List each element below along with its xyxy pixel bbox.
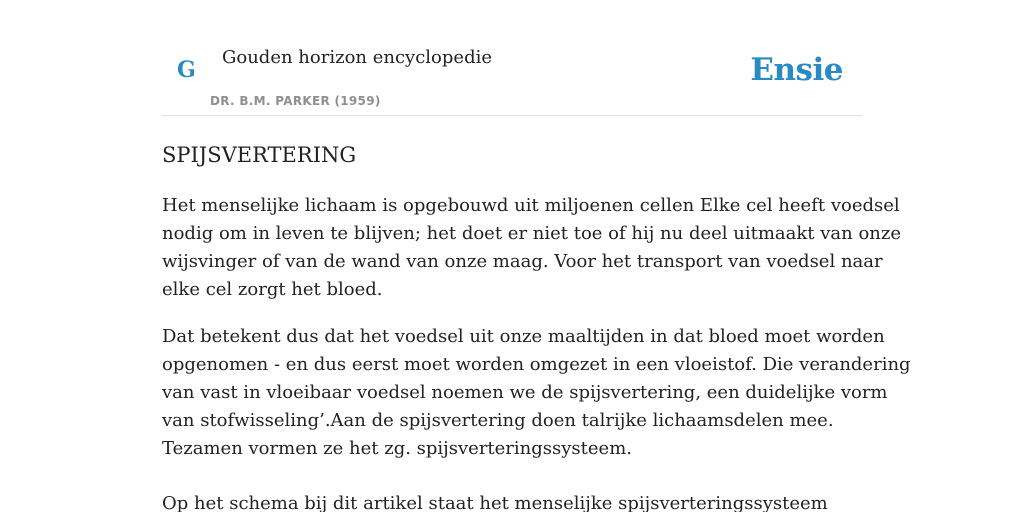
book-title[interactable]: Gouden horizon encyclopedie [222, 47, 492, 68]
paragraph-line: opgenomen - en dus eerst moet worden omgezet in een vloeistof. Die verandering [162, 354, 911, 375]
paragraph-line: Tezamen vormen ze het zg. spijsverteringssysteem. [162, 438, 632, 459]
paragraph-line: van vast in vloeibaar voedsel noemen we de spijsvertering, een duidelijke vorm [162, 382, 888, 403]
article-paragraph [162, 323, 911, 463]
article-paragraph [162, 192, 902, 304]
book-author: DR. B.M. PARKER (1959) [210, 94, 381, 108]
page-container [162, 0, 911, 512]
ensie-logo[interactable]: Ensie [750, 52, 843, 88]
paragraph-line: Op het schema bij dit artikel staat het menselijke spijsverteringssysteem [162, 493, 828, 512]
paragraph-line: van stofwisseling’.Aan de spijsvertering doen talrijke lichaamsdelen mee. [162, 410, 834, 431]
article-paragraph [162, 490, 862, 512]
paragraph-line: Dat betekent dus dat het voedsel uit onze maaltijden in dat bloed moet worden [162, 326, 885, 347]
paragraph-line: nodig om in leven te blijven; het doet er niet toe of hij nu deel uitmaakt van onze [162, 223, 902, 244]
paragraph-line: wijsvinger of van de wand van onze maag. Voor het transport van voedsel naar [162, 251, 883, 272]
book-initial-icon[interactable]: G [177, 57, 196, 83]
paragraph-line: Het menselijke lichaam is opgebouwd uit miljoenen cellen Elke cel heeft voedsel [162, 195, 900, 216]
article-title: SPIJSVERTERING [162, 143, 357, 167]
paragraph-line: elke cel zorgt het bloed. [162, 279, 383, 300]
book-header [162, 0, 862, 116]
